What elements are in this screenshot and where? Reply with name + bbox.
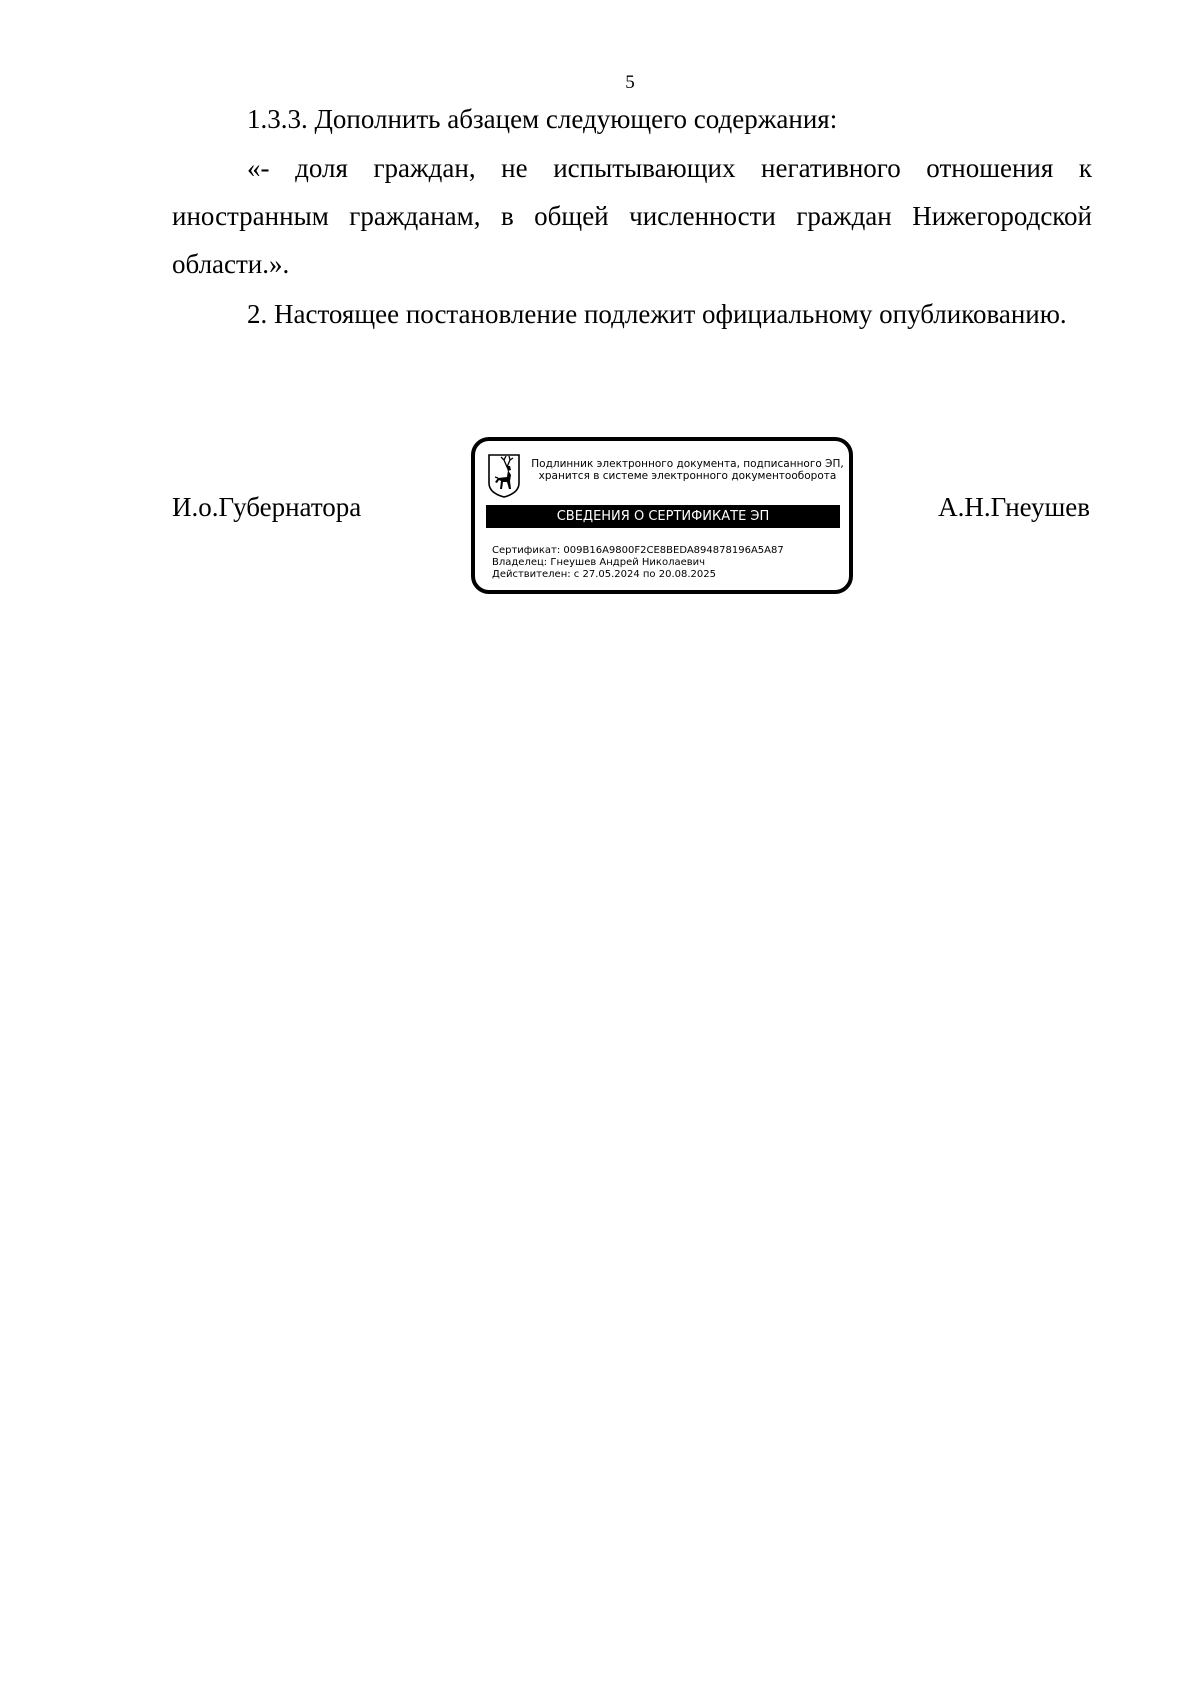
paragraph-quoted-indicator: «- доля граждан, не испытывающих негативного отношения к иностранным гражданам, в общей численности граждан Нижегородской области.». <box>172 153 1092 279</box>
coat-of-arms-deer-icon <box>487 453 521 499</box>
stamp-header-line-1: Подлинник электронного документа, подписанного ЭП, <box>531 458 844 470</box>
paragraph-amendment-1-3-3: 1.3.3. Дополнить абзацем следующего содержания: <box>247 104 838 134</box>
stamp-validity: Действителен: с 27.05.2024 по 20.08.2025 <box>492 569 716 580</box>
signatory-position: И.о.Губернатора <box>172 492 362 522</box>
stamp-owner: Владелец: Гнеушев Андрей Николаевич <box>492 557 706 568</box>
signatory-name: А.Н.Гнеушев <box>938 492 1090 522</box>
stamp-header <box>525 458 850 482</box>
stamp-certificate-number: Сертификат: 009B16A9800F2CE8BEDA894878196A5A87 <box>492 545 784 556</box>
stamp-header-line-2: хранится в системе электронного документооборота <box>538 470 837 482</box>
electronic-signature-stamp <box>471 437 853 594</box>
page-number: 5 <box>625 72 635 93</box>
paragraph-publication-clause: 2. Настоящее постановление подлежит официальному опубликованию. <box>247 299 1067 329</box>
stamp-title-bar: СВЕДЕНИЯ О СЕРТИФИКАТЕ ЭП <box>486 505 840 528</box>
stamp-certificate-details <box>492 545 784 581</box>
